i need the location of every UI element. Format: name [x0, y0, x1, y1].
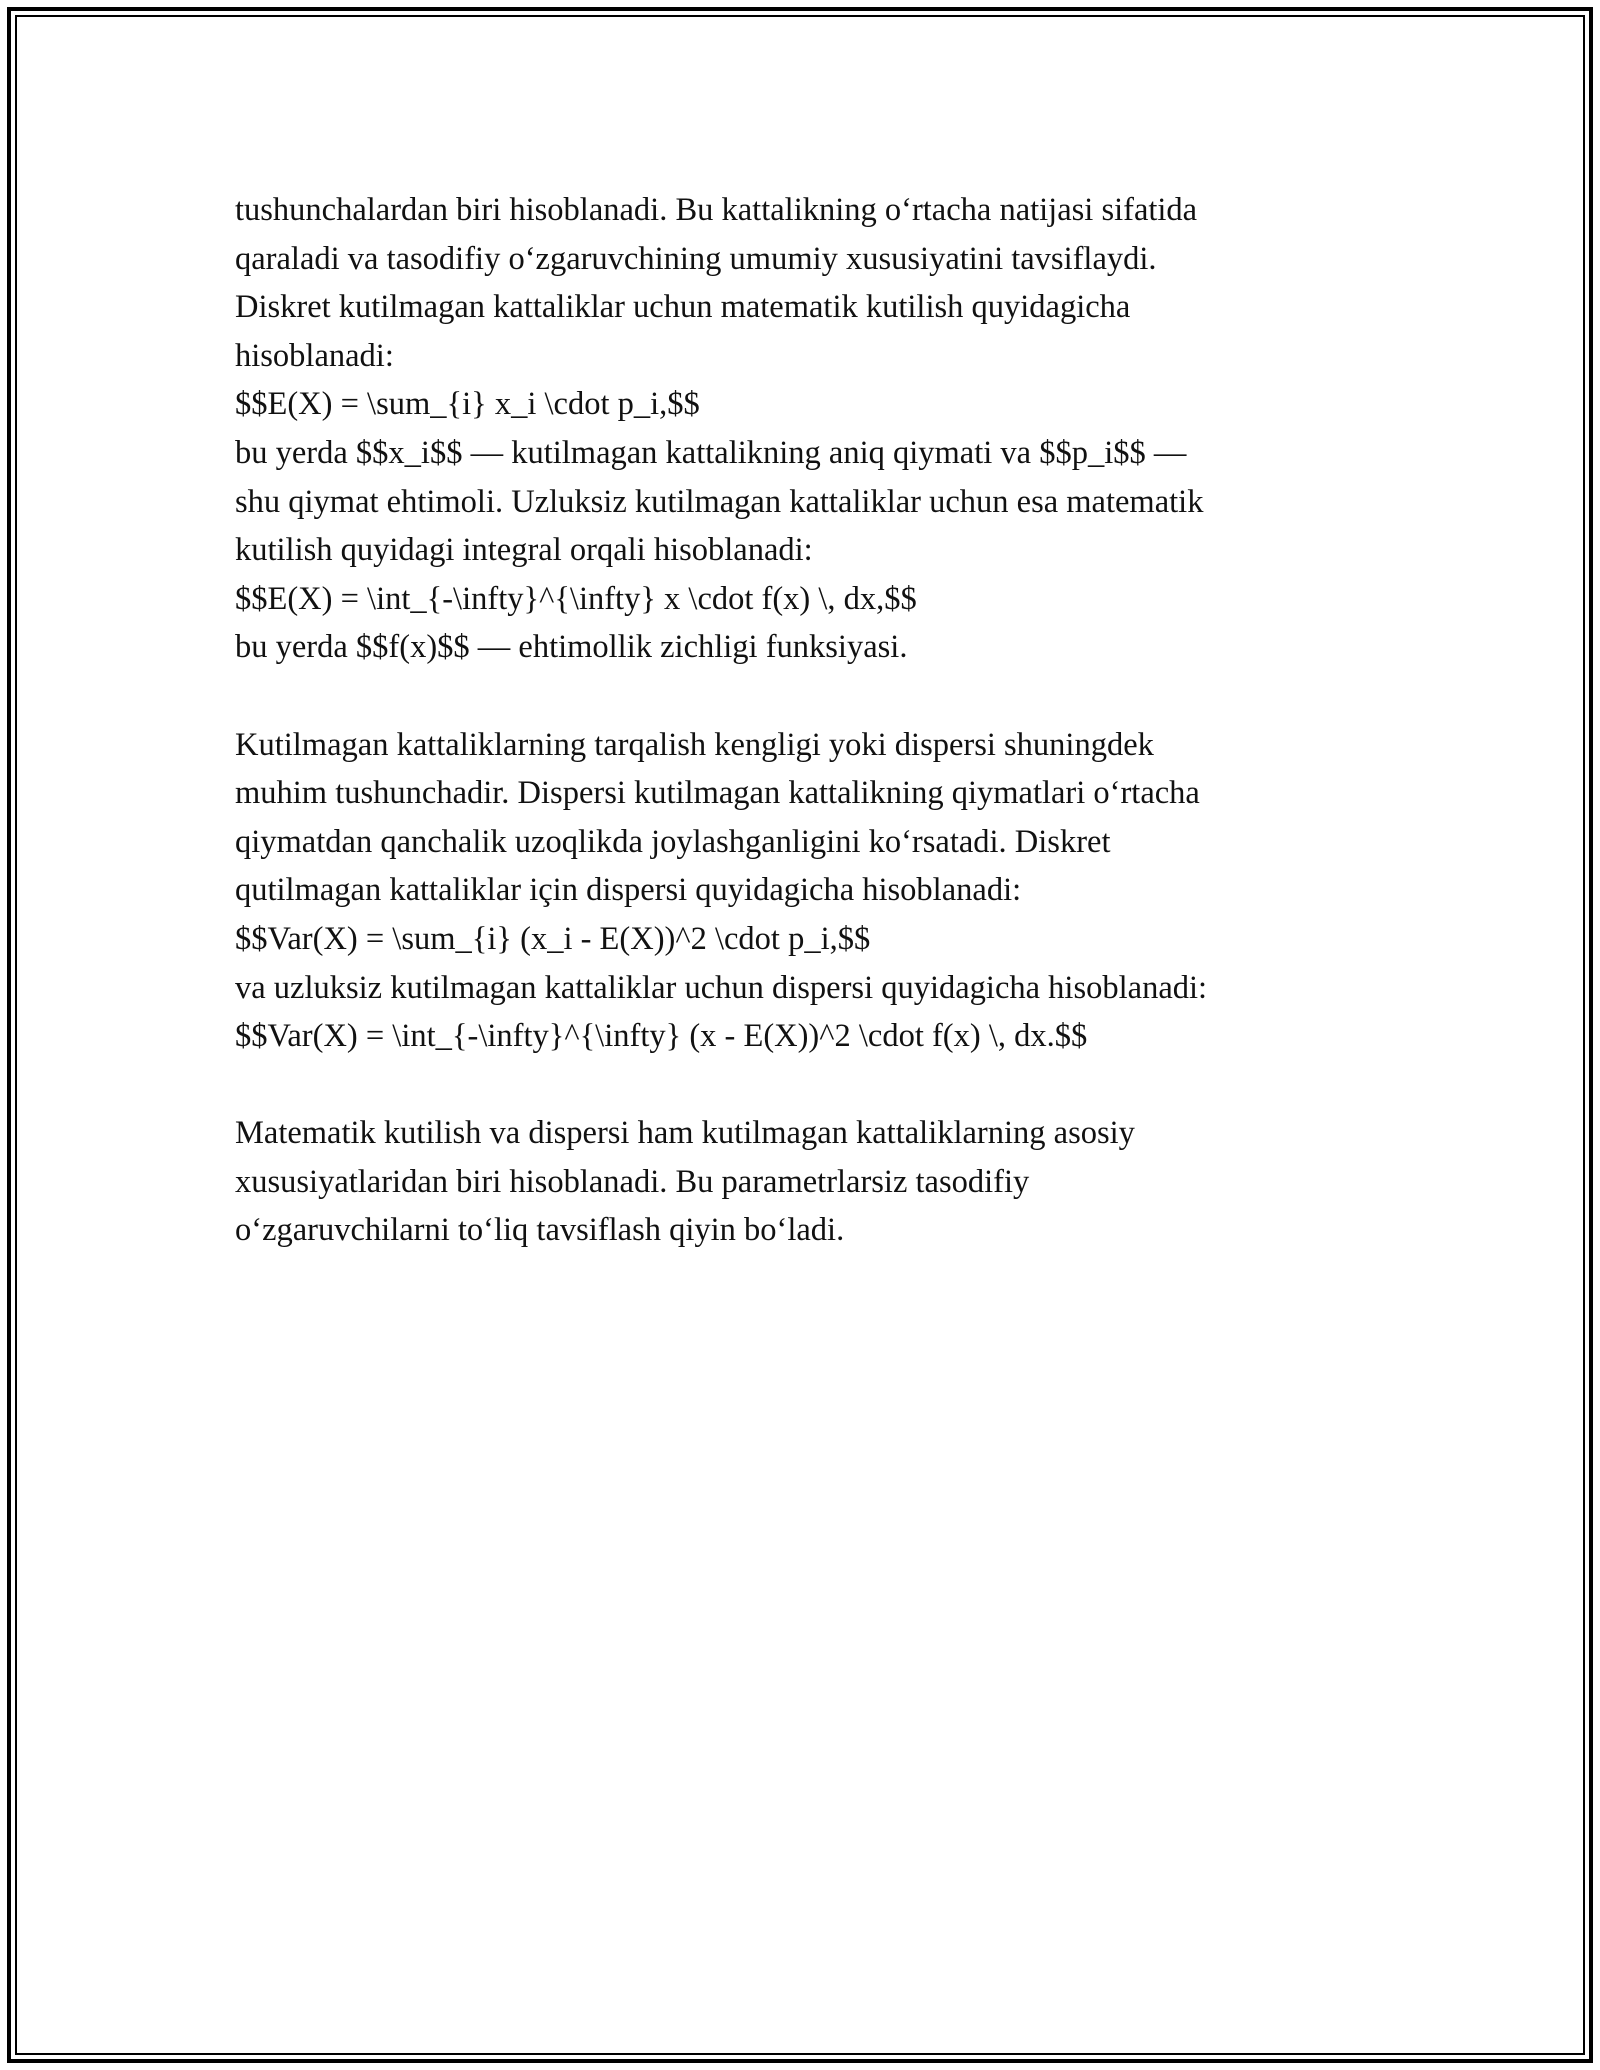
formula-line: $$E(X) = \int_{-\infty}^{\infty} x \cdot f(x) \, dx,$$ — [235, 580, 917, 617]
paragraph-conclusion — [235, 1109, 1365, 1255]
text-line: bu yerda $$x_i$$ — kutilmagan kattalikning aniq qiymati va $$p_i$$ — — [235, 434, 1187, 471]
text-line: qutilmagan kattaliklar için dispersi quyidagicha hisoblanadi: — [235, 872, 1022, 909]
document-body — [235, 186, 1365, 1304]
text-line: tushunchalardan biri hisoblanadi. Bu kattalikning o‘rtacha natijasi sifatida — [235, 192, 1198, 228]
text-line: muhim tushunchadir. Dispersi kutilmagan kattalikning qiymatlari o‘rtacha — [235, 775, 1200, 812]
text-line: Diskret kutilmagan kattaliklar uchun matematik kutilish quyidagicha — [235, 289, 1131, 326]
text-line: qaraladi va tasodifiy o‘zgaruvchining umumiy xususiyatini tavsiflaydi. — [235, 240, 1157, 277]
formula-line: $$Var(X) = \int_{-\infty}^{\infty} (x - E(X))^2 \cdot f(x) \, dx.$$ — [235, 1018, 1088, 1055]
text-line: xususiyatlaridan biri hisoblanadi. Bu parametrlarsiz tasodifiy — [235, 1163, 1030, 1200]
text-line: Kutilmagan kattaliklarning tarqalish kengligi yoki dispersi shuningdek — [235, 726, 1154, 763]
text-line: va uzluksiz kutilmagan kattaliklar uchun dispersi quyidagicha hisoblanadi: — [235, 969, 1208, 1006]
text-line: Matematik kutilish va dispersi ham kutilmagan kattaliklarning asosiy — [235, 1115, 1135, 1152]
text-line: qiymatdan qanchalik uzoqlikda joylashganligini ko‘rsatadi. Diskret — [235, 823, 1111, 860]
formula-line: $$E(X) = \sum_{i} x_i \cdot p_i,$$ — [235, 386, 700, 423]
text-line: o‘zgaruvchilarni to‘liq tavsiflash qiyin bo‘ladi. — [235, 1212, 845, 1249]
text-line: shu qiymat ehtimoli. Uzluksiz kutilmagan kattaliklar uchun esa matematik — [235, 483, 1204, 520]
paragraph-variance — [235, 721, 1365, 1061]
text-line: hisoblanadi: — [235, 337, 394, 374]
text-line: bu yerda $$f(x)$$ — ehtimollik zichligi funksiyasi. — [235, 629, 908, 666]
paragraph-expectation — [235, 186, 1365, 672]
formula-line: $$Var(X) = \sum_{i} (x_i - E(X))^2 \cdot p_i,$$ — [235, 920, 871, 957]
text-line: kutilish quyidagi integral orqali hisoblanadi: — [235, 532, 813, 569]
